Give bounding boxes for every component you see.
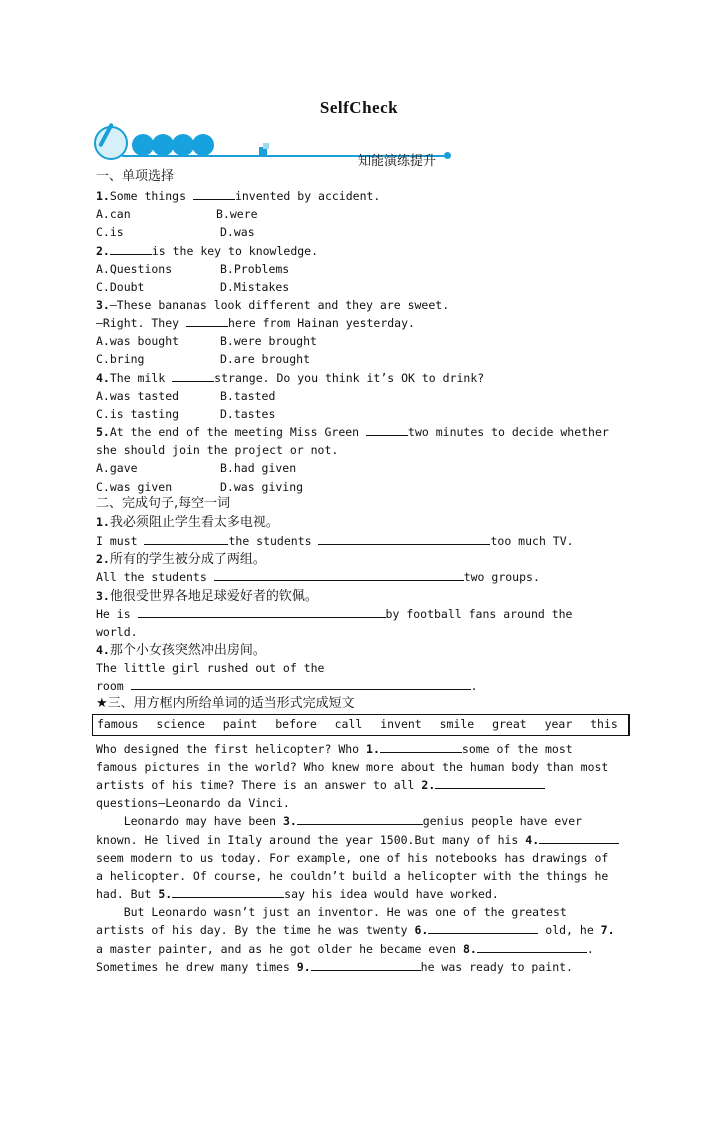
sentence-cn: 2.所有的学生被分成了两组。	[96, 552, 266, 567]
section-heading: ★三、用方框内所给单词的适当形式完成短文	[96, 696, 355, 711]
passage-line: had. But 5. say his idea would have worked.	[96, 887, 499, 901]
options-row: A.Questions B.Problems	[96, 262, 290, 276]
options-row: C.was given D.was giving	[96, 480, 304, 494]
question-3: 3.—These bananas look different and they are sweet.	[96, 298, 450, 312]
answer-blank[interactable]	[172, 885, 284, 898]
word-list: famous science paint before call invent smile great year this	[97, 717, 618, 731]
banner-label: 知能演练提升	[358, 154, 437, 169]
square-icon	[263, 143, 269, 149]
passage-line: known. He lived in Italy around the year 1500.But many of his 4.	[96, 831, 619, 849]
passage-line: Leonardo may have been 3. genius people have ever	[96, 814, 583, 828]
answer-blank[interactable]	[311, 958, 421, 971]
passage-line: famous pictures in the world? Who knew more about the human body than most	[96, 760, 609, 774]
dot-icon	[152, 134, 174, 156]
answer-blank[interactable]	[172, 369, 214, 382]
answer-blank[interactable]	[110, 242, 152, 255]
dot-icon	[192, 134, 214, 156]
page-title: SelfCheck	[319, 98, 399, 117]
sentence-en: He is by football fans around the	[96, 607, 573, 621]
options-row: C.bring D.are brought	[96, 352, 311, 366]
options-row: A.can B.were	[96, 207, 258, 221]
passage-line: questions—Leonardo da Vinci.	[96, 796, 290, 810]
options-row: C.is tasting D.tastes	[96, 407, 276, 421]
question-4: 4.The milk strange. Do you think it’s OK to drink?	[96, 371, 485, 385]
answer-blank[interactable]	[297, 812, 423, 825]
sentence-cn: 3.他很受世界各地足球爱好者的钦佩。	[96, 589, 318, 604]
options-row: C.is D.was	[96, 225, 255, 239]
question-5-line2: she should join the project or not.	[96, 443, 339, 457]
sentence-cn: 4.那个小女孩突然冲出房间。	[96, 643, 266, 658]
passage-line: a helicopter. Of course, he couldn’t build a helicopter with the things he	[96, 869, 609, 883]
sentence-en: room .	[96, 679, 478, 693]
question-5: 5.At the end of the meeting Miss Green two minutes to decide whether	[96, 425, 609, 439]
answer-blank[interactable]	[366, 423, 408, 436]
answer-blank[interactable]	[428, 921, 538, 934]
passage-line: a master painter, and as he got older he became even 8. .	[96, 942, 594, 956]
answer-blank[interactable]	[186, 314, 228, 327]
answer-blank[interactable]	[138, 605, 386, 618]
dot-icon	[172, 134, 194, 156]
answer-blank[interactable]	[193, 187, 235, 200]
passage-line: seem modern to us today. For example, one of his notebooks has drawings of	[96, 851, 609, 865]
options-row: A.was bought B.were brought	[96, 334, 317, 348]
answer-blank[interactable]	[539, 831, 619, 844]
options-row: C.Doubt D.Mistakes	[96, 280, 290, 294]
passage-line: artists of his time? There is an answer to all 2.	[96, 776, 545, 794]
options-row: A.was tasted B.tasted	[96, 389, 276, 403]
sentence-en: I must the students too much TV.	[96, 534, 574, 548]
answer-blank[interactable]	[435, 776, 545, 789]
answer-blank[interactable]	[380, 740, 462, 753]
section-heading: 二、完成句子,每空一词	[96, 496, 231, 511]
passage-line: Sometimes he drew many times 9. he was ready to paint.	[96, 960, 573, 974]
answer-blank[interactable]	[477, 940, 587, 953]
sentence-en: world.	[96, 625, 138, 639]
banner-dots	[132, 134, 212, 156]
options-row: A.gave B.had given	[96, 461, 297, 475]
passage-line: Who designed the first helicopter? Who 1. some of the most	[96, 742, 573, 756]
answer-blank[interactable]	[318, 532, 490, 545]
passage-line: artists of his day. By the time he was twenty 6. old, he 7.	[96, 923, 615, 937]
word-box	[92, 714, 630, 736]
question-2: 2. is the key to knowledge.	[96, 244, 319, 258]
sentence-en: All the students two groups.	[96, 570, 540, 584]
passage-line: But Leonardo wasn’t just an inventor. He was one of the greatest	[96, 905, 567, 919]
dot-icon	[132, 134, 154, 156]
dot-icon	[444, 152, 451, 159]
answer-blank[interactable]	[144, 532, 228, 545]
section-heading: 一、单项选择	[96, 169, 175, 184]
answer-blank[interactable]	[131, 677, 471, 690]
question-3-line2: —Right. They here from Hainan yesterday.	[96, 316, 415, 330]
sentence-cn: 1.我必须阻止学生看太多电视。	[96, 515, 279, 530]
sentence-en: The little girl rushed out of the	[96, 661, 325, 675]
question-1: 1.Some things invented by accident.	[96, 189, 381, 203]
answer-blank[interactable]	[214, 568, 464, 581]
